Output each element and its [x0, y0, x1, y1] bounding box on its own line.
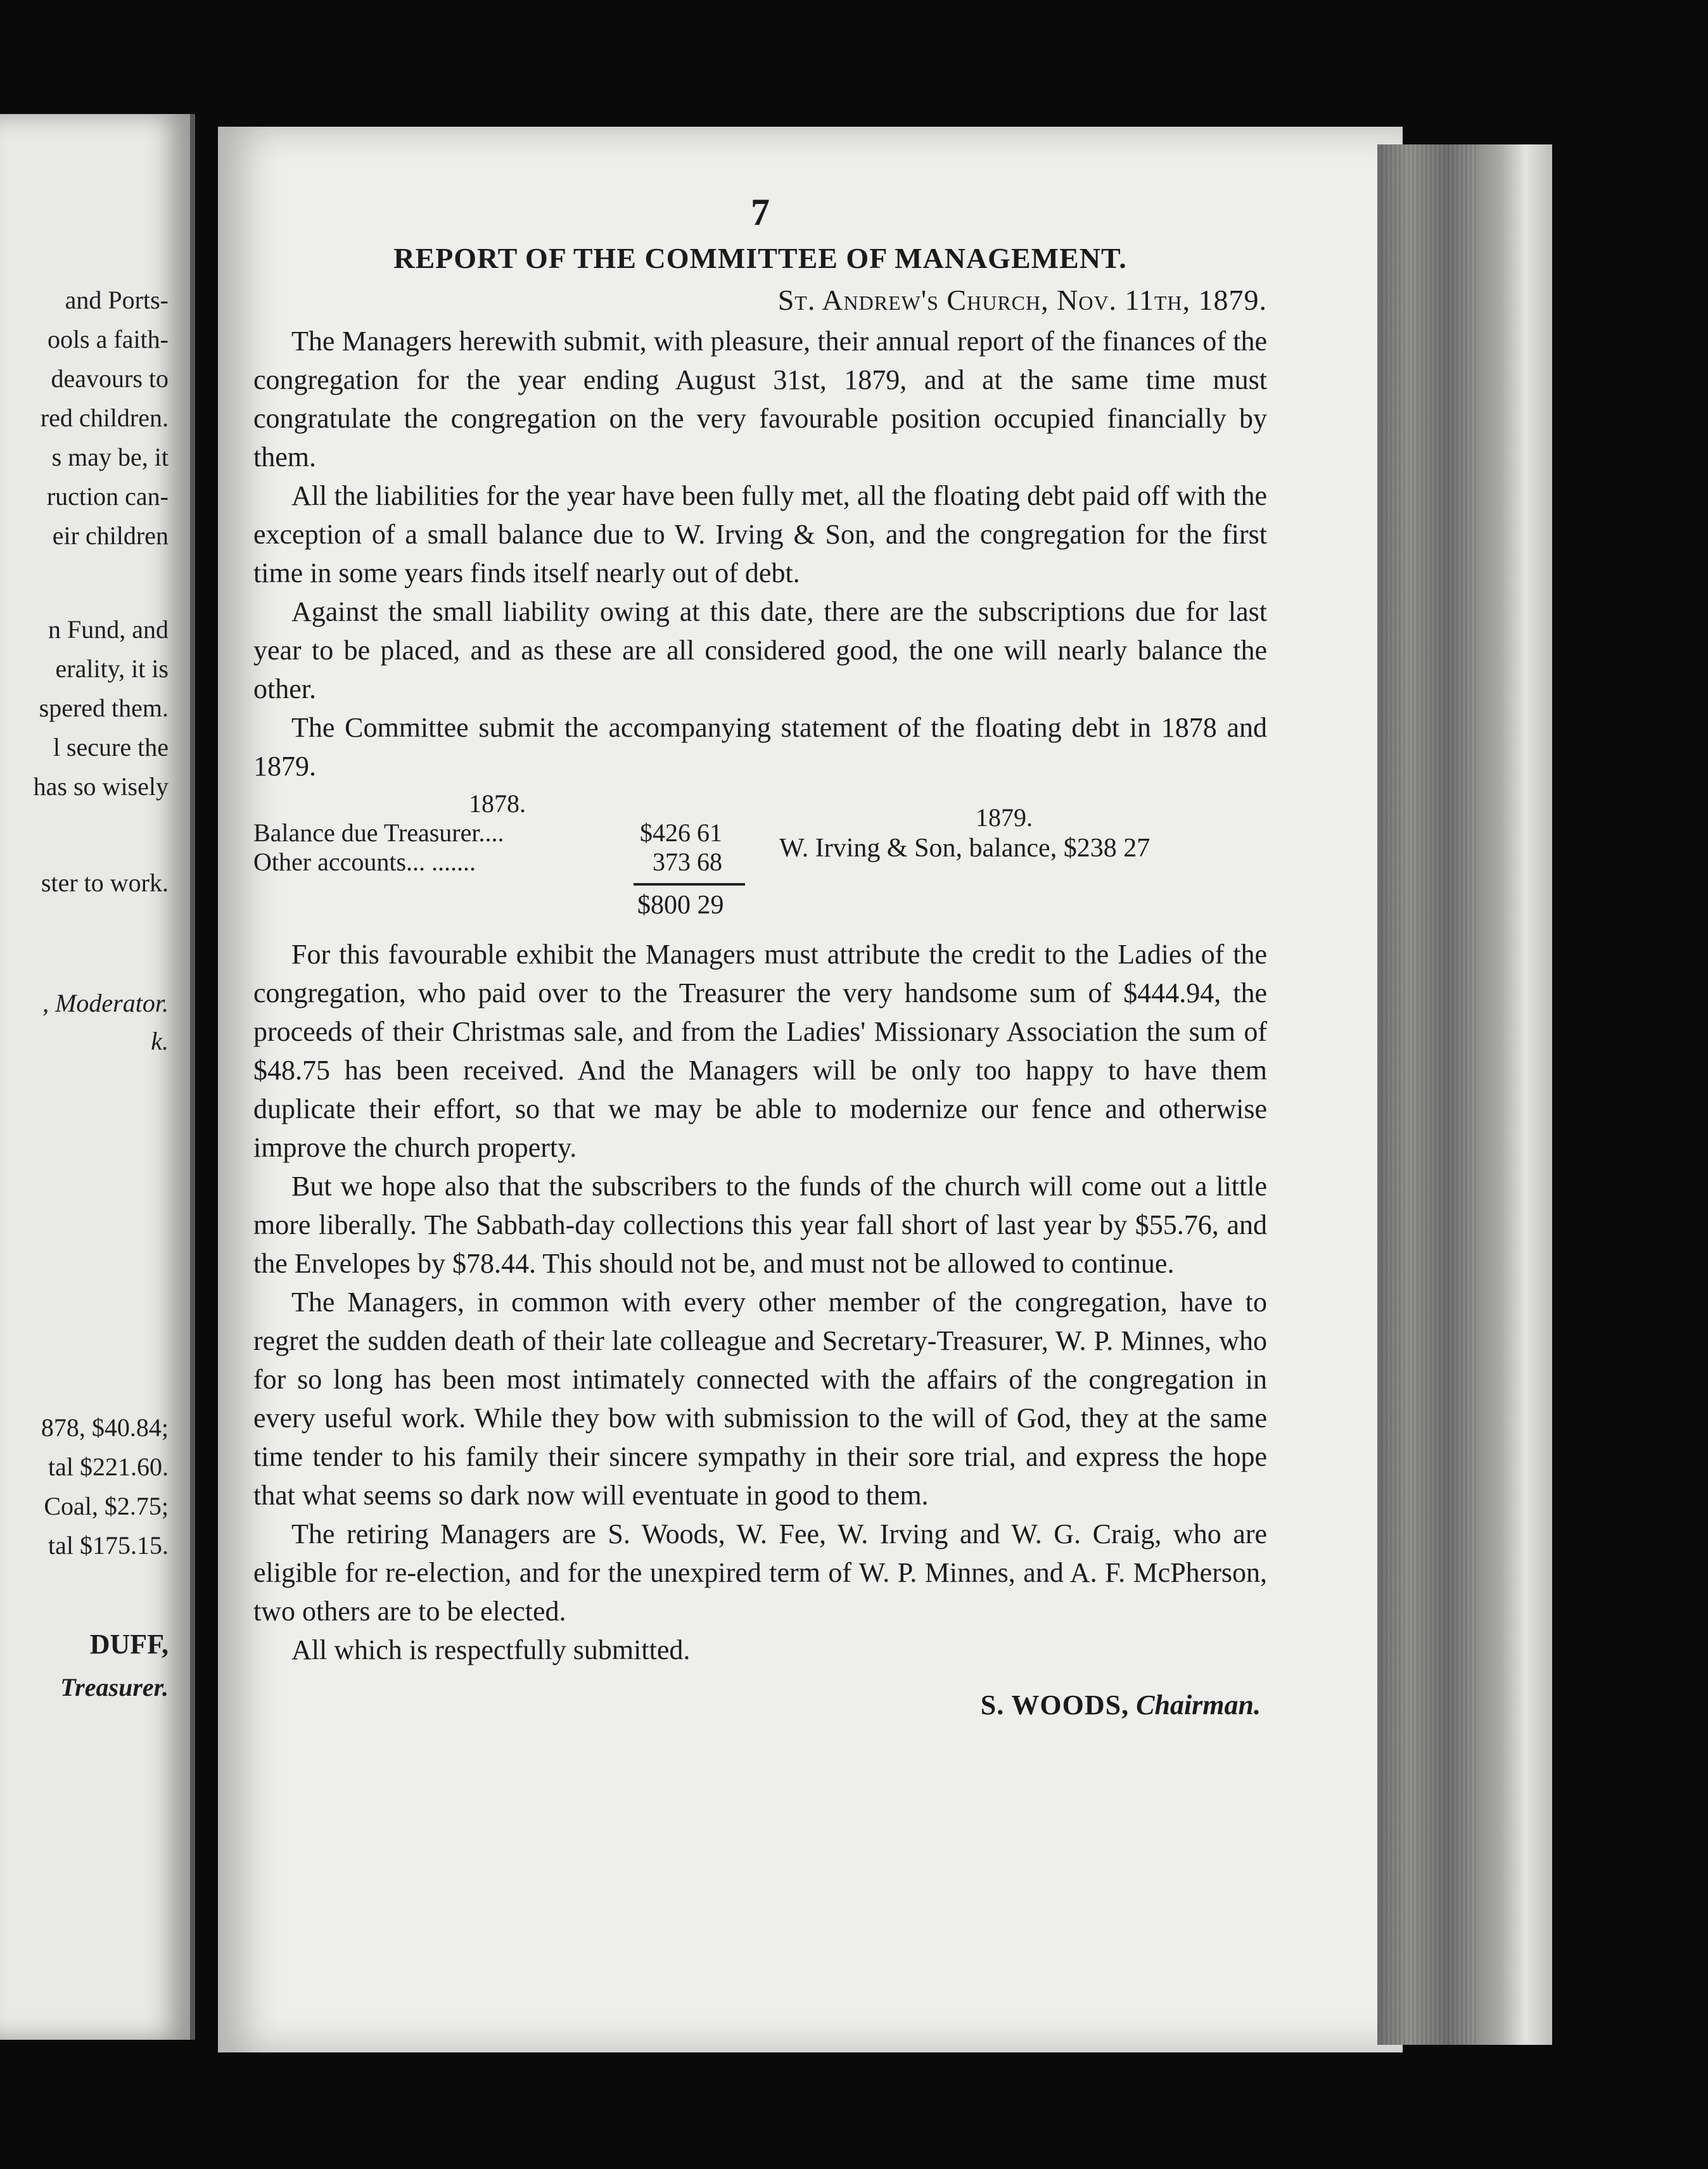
- report-heading: REPORT OF THE COMMITTEE OF MANAGEMENT.: [393, 242, 1127, 274]
- left-line: ster to work.: [41, 868, 169, 897]
- total-rule: [634, 883, 745, 886]
- left-line: deavours to: [51, 364, 169, 393]
- left-line: and Ports-: [65, 286, 169, 314]
- paragraph: The retiring Managers are S. Woods, W. Fee, W. Irving and W. G. Craig, who are eligible for re-election, and for the unexpired term of W. P. Minnes, and A. F. McPherson, two others are to be elected.: [253, 1518, 1267, 1627]
- left-line: DUFF,: [89, 1629, 169, 1660]
- paragraph: Against the small liability owing at this date, there are the subscriptions due for last year to be placed, and as these are all considered good, the one will nearly balance the other.: [253, 596, 1267, 704]
- left-line: eir children: [52, 521, 169, 550]
- statement-year-1879: 1879.: [976, 803, 1033, 832]
- left-line: tal $175.15.: [48, 1531, 169, 1560]
- statement-row1-amount: $426 61: [640, 818, 722, 847]
- left-page-fragment: [0, 114, 195, 2040]
- statement-irving-balance: W. Irving & Son, balance, $238 27: [779, 834, 1150, 863]
- report-dateline: St. Andrew's Church, Nov. 11th, 1879.: [777, 284, 1267, 316]
- left-line: spered them.: [39, 694, 169, 722]
- left-line: l secure the: [53, 733, 169, 761]
- left-line: Treasurer.: [60, 1673, 169, 1701]
- paragraph: All the liabilities for the year have been fully met, all the floating debt paid off with the exception of a small balance due to W. Irving & Son, and the congregation for the first time in some years finds itself nearly out of debt.: [253, 480, 1267, 588]
- left-line: red children.: [40, 404, 169, 432]
- left-line: , Moderator.: [42, 989, 169, 1017]
- statement-row2-label: Other accounts... .......: [253, 848, 476, 876]
- paragraph: The Managers herewith submit, with pleasure, their annual report of the finances of the congregation for the year ending August 31st, 1879, and at the same time must congratulate the congregation on the very favourable position occupied financially by them.: [253, 326, 1267, 473]
- statement-year-1878: 1878.: [469, 789, 526, 818]
- paragraph: The Committee submit the accompanying statement of the floating debt in 1878 and 1879.: [253, 712, 1267, 782]
- left-line: k.: [151, 1027, 169, 1055]
- statement-total: $800 29: [637, 891, 724, 920]
- page-number: 7: [751, 191, 770, 233]
- debt-statement: [253, 789, 1267, 935]
- left-line: ruction can-: [46, 482, 169, 511]
- left-line: has so wisely: [33, 772, 169, 801]
- left-line: s may be, it: [51, 443, 169, 471]
- signature-name: S. WOODS,: [980, 1689, 1130, 1721]
- signature: [253, 1686, 1267, 1724]
- paragraph: All which is respectfully submitted.: [291, 1634, 691, 1665]
- report-content: [253, 190, 1267, 1724]
- left-line: n Fund, and: [48, 615, 169, 644]
- left-line: tal $221.60.: [48, 1453, 169, 1481]
- left-line: Coal, $2.75;: [44, 1492, 169, 1520]
- statement-row2-amount: 373 68: [653, 848, 722, 876]
- book-edge-texture: [1381, 144, 1476, 2045]
- left-line: erality, it is: [55, 654, 169, 683]
- paragraph: The Managers, in common with every other member of the congregation, have to regret the sudden death of their late colleague and Secretary-Treasurer, W. P. Minnes, who for so long has been most intimately connected with the affairs of the congregation in every useful work. While they bow with submission to the will of God, they at the same time tender to his family their sincere sympathy in their sore trial, and express the hope that what seems so dark now will eventuate in good to them.: [253, 1287, 1267, 1511]
- paragraph: For this favourable exhibit the Managers must attribute the credit to the Ladies of the congregation, who paid over to the Treasurer the very handsome sum of $444.94, the proceeds of their Christmas sale, and from the Ladies' Missionary Association the sum of $48.75 has been received. And the Managers will be only too happy to have them duplicate their effort, so that we may be able to modernize our fence and otherwise improve the church property.: [253, 939, 1267, 1163]
- signature-role: Chairman.: [1136, 1689, 1261, 1721]
- statement-row1-label: Balance due Treasurer....: [253, 818, 504, 847]
- left-line: ools a faith-: [47, 325, 169, 353]
- left-line: 878, $40.84;: [41, 1413, 169, 1442]
- paragraph: But we hope also that the subscribers to the funds of the church will come out a little more liberally. The Sabbath-day collections this year fall short of last year by $55.76, and the Envelopes by $78.44. This should not be, and must not be allowed to continue.: [253, 1171, 1267, 1279]
